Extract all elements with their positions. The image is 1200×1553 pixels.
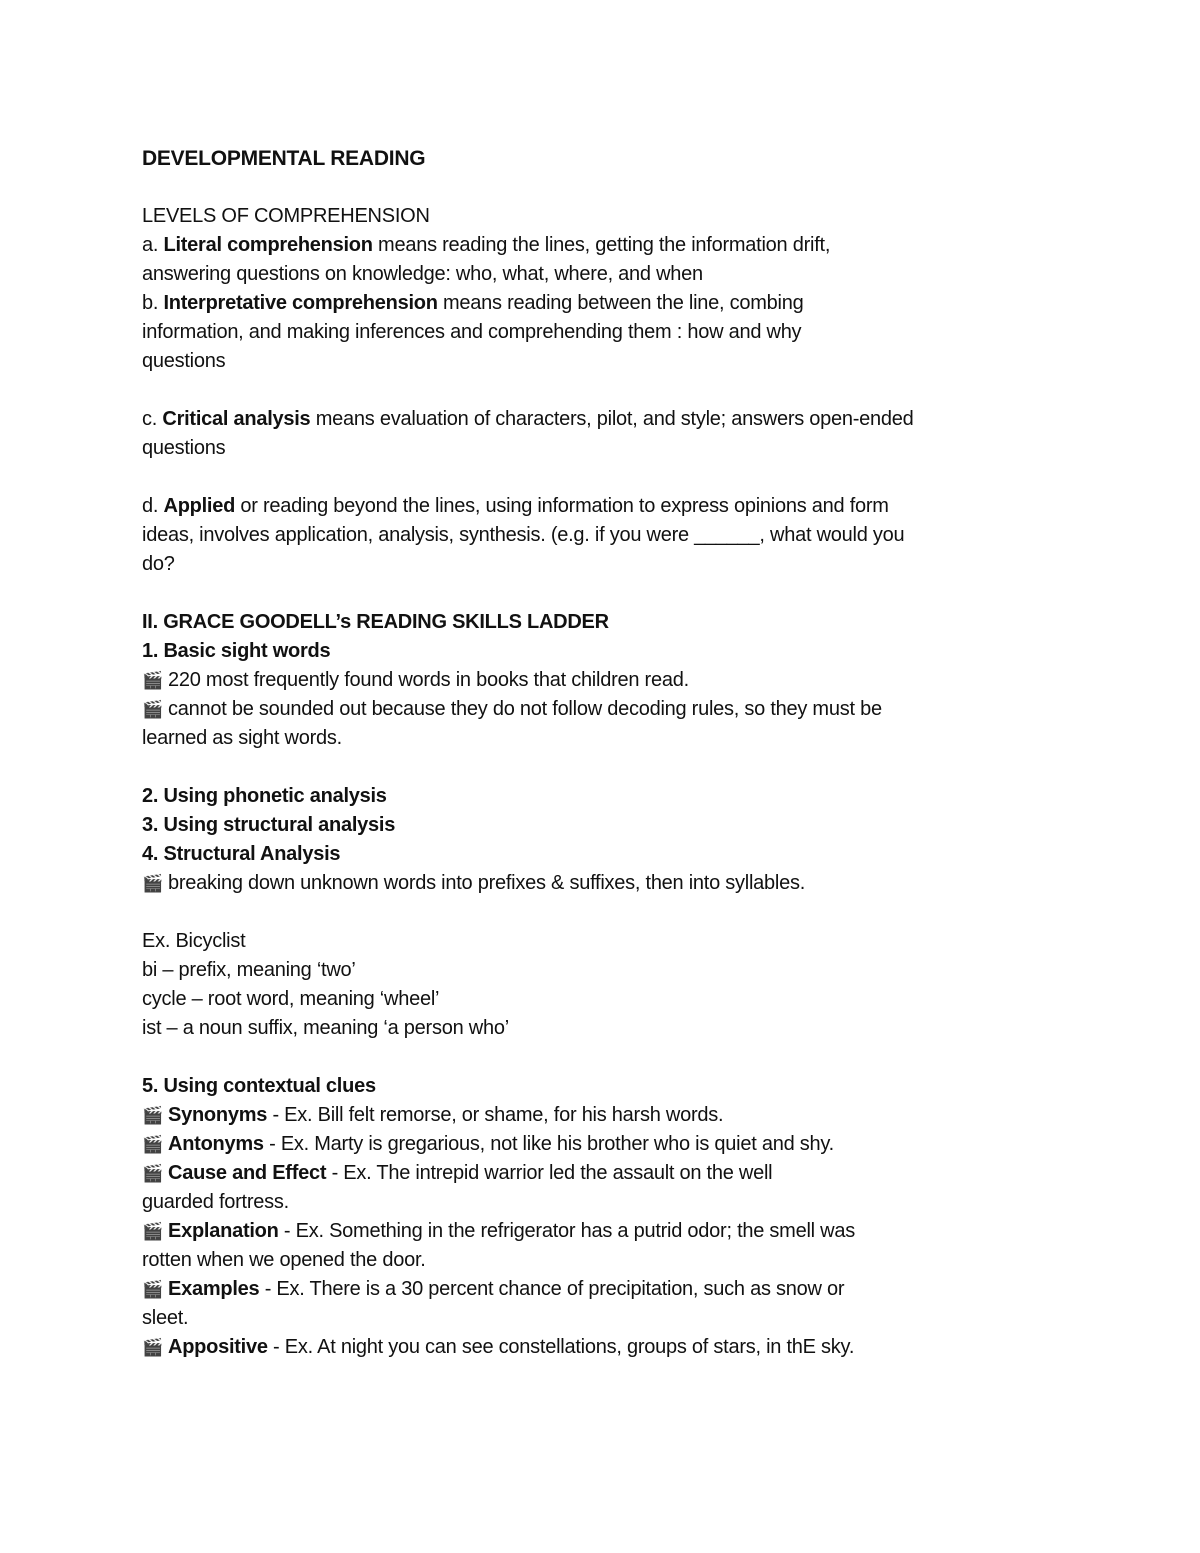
step1-bullet-1 bbox=[142, 666, 942, 695]
clapperboard-icon: 🎬 bbox=[142, 1164, 163, 1183]
step5-heading bbox=[142, 1072, 942, 1101]
clue-antonyms bbox=[142, 1130, 872, 1159]
spacer bbox=[142, 463, 942, 492]
step1-heading bbox=[142, 637, 942, 666]
ladder-heading-text: II. GRACE GOODELL’s READING SKILLS LADDER bbox=[142, 611, 609, 633]
step4-heading bbox=[142, 840, 942, 869]
clue-term: Antonyms bbox=[168, 1133, 264, 1155]
document-body bbox=[142, 144, 942, 1362]
spacer bbox=[142, 376, 942, 405]
step3-heading bbox=[142, 811, 942, 840]
document-title: DEVELOPMENTAL READING bbox=[142, 147, 426, 170]
level-literal bbox=[142, 231, 912, 289]
step3-heading-text: 3. Using structural analysis bbox=[142, 814, 396, 836]
clapperboard-icon: 🎬 bbox=[142, 1280, 163, 1299]
step2-heading bbox=[142, 782, 942, 811]
spacer bbox=[142, 579, 942, 608]
bullet-text: 220 most frequently found words in books that children read. bbox=[168, 669, 689, 691]
clue-term: Cause and Effect bbox=[168, 1162, 327, 1184]
clue-appositive bbox=[142, 1333, 942, 1362]
level-term: Literal comprehension bbox=[163, 234, 373, 256]
level-term: Interpretative comprehension bbox=[163, 292, 438, 314]
clue-examples bbox=[142, 1275, 887, 1333]
ladder-heading bbox=[142, 608, 942, 637]
clue-term: Examples bbox=[168, 1278, 260, 1300]
step1-heading-text: 1. Basic sight words bbox=[142, 640, 331, 662]
clapperboard-icon: 🎬 bbox=[142, 1222, 163, 1241]
clapperboard-icon: 🎬 bbox=[142, 671, 163, 690]
step4-bullet bbox=[142, 869, 942, 898]
step4-heading-text: 4. Structural Analysis bbox=[142, 843, 341, 865]
clue-text: - Ex. Something in the refrigerator has a putrid odor; the smell was rotten when we opened the door. bbox=[142, 1220, 855, 1271]
example-part: bi – prefix, meaning ‘two’ bbox=[142, 959, 356, 981]
levels-heading: LEVELS OF COMPREHENSION bbox=[142, 205, 430, 227]
level-term: Critical analysis bbox=[162, 408, 311, 430]
clue-text: - Ex. The intrepid warrior led the assault on the well guarded fortress. bbox=[142, 1162, 773, 1213]
level-prefix: c. bbox=[142, 408, 163, 430]
example-word: Ex. Bicyclist bbox=[142, 930, 246, 952]
step2-heading-text: 2. Using phonetic analysis bbox=[142, 785, 387, 807]
level-text: or reading beyond the lines, using information to express opinions and form ideas, involves application, analysis, synthesis. (e.g. if you were ______, what would you do? bbox=[142, 495, 905, 575]
clue-term: Synonyms bbox=[168, 1104, 268, 1126]
level-prefix: b. bbox=[142, 292, 164, 314]
clapperboard-icon: 🎬 bbox=[142, 1135, 163, 1154]
spacer bbox=[142, 753, 942, 782]
bullet-text: breaking down unknown words into prefixes & suffixes, then into syllables. bbox=[168, 872, 806, 894]
clue-text: - Ex. At night you can see constellations, groups of stars, in thE sky. bbox=[267, 1336, 855, 1358]
level-applied bbox=[142, 492, 942, 579]
bullet-text: cannot be sounded out because they do not follow decoding rules, so they must be learned as sight words. bbox=[142, 698, 882, 749]
clue-cause-and-effect bbox=[142, 1159, 842, 1217]
step1-bullet-2 bbox=[142, 695, 892, 753]
level-text: means reading the lines, getting the information drift, answering questions on knowledge: who, what, where, and when bbox=[142, 234, 831, 285]
level-text: means reading between the line, combing information, and making inferences and comprehending them : how and why questions bbox=[142, 292, 804, 372]
clue-text: - Ex. Bill felt remorse, or shame, for his harsh words. bbox=[267, 1104, 724, 1126]
level-term: Applied bbox=[163, 495, 236, 517]
example-part: cycle – root word, meaning ‘wheel’ bbox=[142, 988, 440, 1010]
level-prefix: d. bbox=[142, 495, 164, 517]
level-text: means evaluation of characters, pilot, and style; answers open-ended questions bbox=[142, 408, 914, 459]
level-critical bbox=[142, 405, 922, 463]
clue-text: - Ex. There is a 30 percent chance of precipitation, such as snow or sleet. bbox=[142, 1278, 845, 1329]
clapperboard-icon: 🎬 bbox=[142, 700, 163, 719]
clapperboard-icon: 🎬 bbox=[142, 874, 163, 893]
clue-term: Appositive bbox=[168, 1336, 268, 1358]
spacer bbox=[142, 898, 942, 927]
step5-heading-text: 5. Using contextual clues bbox=[142, 1075, 376, 1097]
level-interpretative bbox=[142, 289, 882, 376]
level-prefix: a. bbox=[142, 234, 164, 256]
clapperboard-icon: 🎬 bbox=[142, 1106, 163, 1125]
clue-synonyms bbox=[142, 1101, 882, 1130]
clue-text: - Ex. Marty is gregarious, not like his brother who is quiet and shy. bbox=[263, 1133, 834, 1155]
clapperboard-icon: 🎬 bbox=[142, 1338, 163, 1357]
clue-term: Explanation bbox=[168, 1220, 279, 1242]
spacer bbox=[142, 1043, 942, 1072]
clue-explanation bbox=[142, 1217, 892, 1275]
example-part: ist – a noun suffix, meaning ‘a person who’ bbox=[142, 1017, 509, 1039]
